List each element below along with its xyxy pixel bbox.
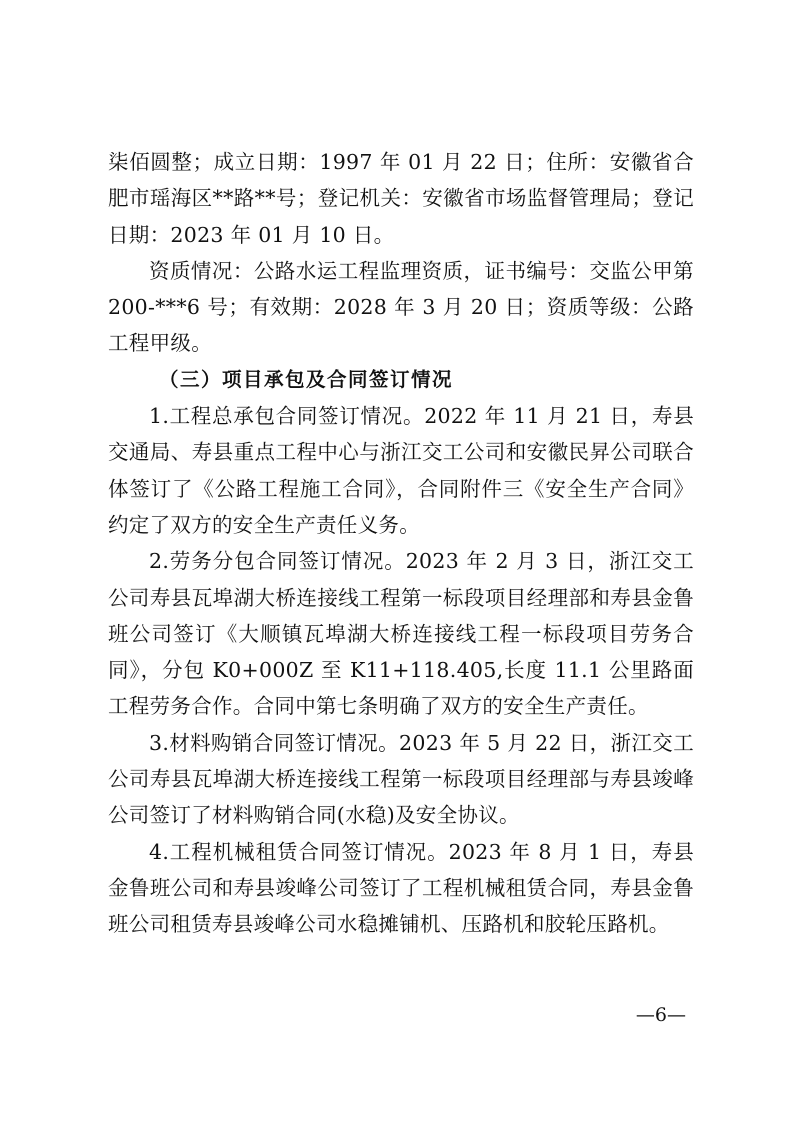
paragraph-machinery-lease: 4.工程机械租赁合同签订情况。2023 年 8 月 1 日，寿县金鲁班公司和寿县竣峰公司签订了工程机械租赁合同，寿县金鲁班公司租赁寿县竣峰公司水稳摊铺机、压路机和胶轮压路机。 [108,839,694,937]
paragraph-company-info: 柒佰圆整；成立日期：1997 年 01 月 22 日；住所：安徽省合肥市瑶海区**路**号；登记机关：安徽省市场监督管理局；登记日期：2023 年 01 月 10 日。 [108,150,694,247]
body-text [108,144,694,943]
paragraph-material-contract: 3.材料购销合同签订情况。2023 年 5 月 22 日，浙江交工公司寿县瓦埠湖大桥连接线工程第一标段项目经理部与寿县竣峰公司签订了材料购销合同(水稳)及安全协议。 [108,730,694,828]
paragraph-labor-subcontract: 2.劳务分包合同签订情况。2023 年 2 月 3 日，浙江交工公司寿县瓦埠湖大桥连接线工程第一标段项目经理部和寿县金鲁班公司签订《大顺镇瓦埠湖大桥连接线工程一标段项目劳务合同》，分包 K0+000Z 至 K11+118.405,长度 11.1 公里路面工程劳务合作。合同中第七条明确了双方的安全生产责任。 [108,549,694,719]
paragraph-qualification: 资质情况：公路水运工程监理资质，证书编号：交监公甲第 200-***6 号；有效期：2028 年 3 月 20 日；资质等级：公路工程甲级。 [108,258,694,356]
paragraph-general-contract: 1.工程总承包合同签订情况。2022 年 11 月 21 日，寿县交通局、寿县重点工程中心与浙江交工公司和安徽民昇公司联合体签订了《公路工程施工合同》，合同附件三《安全生产合同》约定了双方的安全生产责任义务。 [108,404,694,537]
section-heading: （三）项目承包及合同签订情况 [159,367,454,391]
page-number: —6— [635,1004,686,1026]
